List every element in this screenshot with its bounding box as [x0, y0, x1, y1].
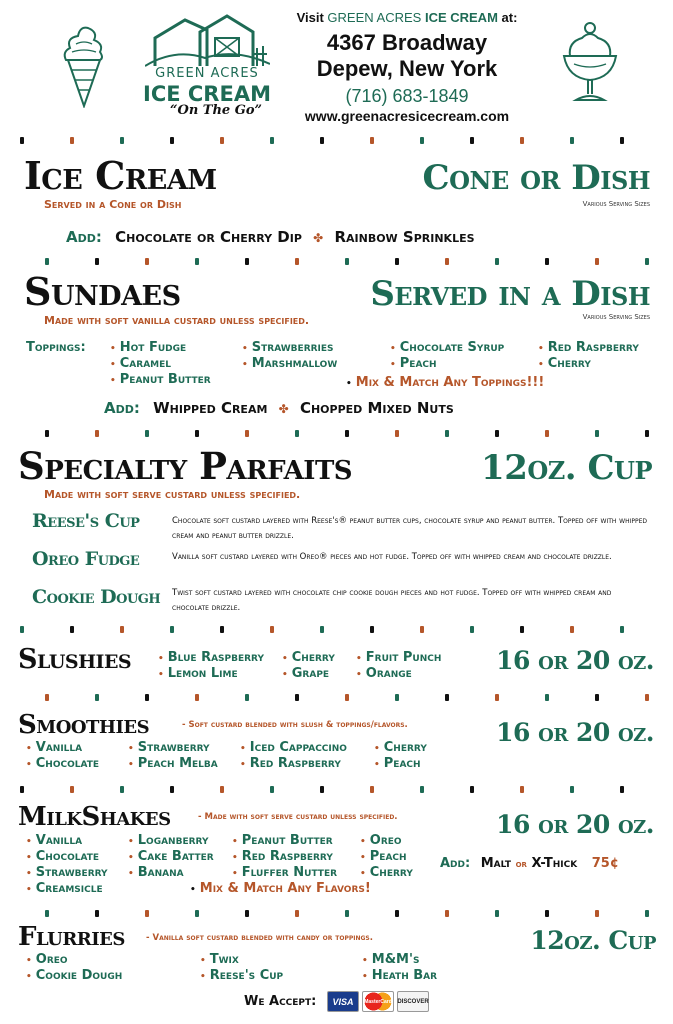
milkshakes-add-row: [440, 856, 619, 871]
smoothie-flavor: • Strawberry: [128, 740, 210, 755]
visit-suffix: at:: [501, 10, 518, 25]
visit-brand1: GREEN ACRES: [327, 10, 422, 25]
ice-cream-cone-icon: [58, 22, 110, 108]
dot-divider: [0, 694, 673, 704]
x-thick-option: X-Thick: [531, 856, 578, 871]
flurry-flavor: • M&M's: [362, 952, 420, 967]
flurries-title: Flurries: [18, 922, 125, 952]
milkshake-flavor: • Loganberry: [128, 833, 209, 848]
flurry-flavor: • Twix: [200, 952, 239, 967]
flurries-subtitle: - Vanilla soft custard blended with candy or toppings.: [146, 933, 373, 943]
milkshake-flavor: • Vanilla: [26, 833, 83, 848]
flurry-flavor: • Oreo: [26, 952, 68, 967]
icecream-add2: Rainbow Sprinkles: [334, 228, 475, 246]
topping-item: • Cherry: [538, 356, 591, 371]
sundaes-right-title: Served in a Dish: [370, 274, 650, 314]
sundaes-add2: Chopped Mixed Nuts: [299, 399, 454, 417]
mastercard-icon: MasterCard: [362, 991, 394, 1012]
milkshakes-subtitle: - Made with soft serve custard unless specified.: [198, 812, 398, 822]
milkshake-flavor: • Peach: [360, 849, 407, 864]
payment-label: We Accept:: [244, 994, 317, 1009]
milkshake-flavor: • Cherry: [360, 865, 413, 880]
parfaits-title: Specialty Parfaits: [18, 444, 353, 488]
slushie-flavor: • Fruit Punch: [356, 650, 442, 665]
milkshakes-mix: • Mix & Match Any Flavors!: [190, 881, 371, 896]
phone-number: (716) 683-1849: [345, 86, 469, 106]
address-line2: Depew, New York: [316, 56, 498, 81]
visit-line: [282, 10, 532, 25]
toppings-label: Toppings:: [26, 340, 86, 355]
milkshake-flavor: • Strawberry: [26, 865, 108, 880]
milkshake-flavor: • Red Raspberry: [232, 849, 333, 864]
address-line1: 4367 Broadway: [326, 30, 488, 55]
diamond-icon: ✤: [278, 402, 289, 416]
slushie-flavor: • Orange: [356, 666, 412, 681]
diamond-icon: ✤: [313, 231, 324, 245]
dot-divider: [0, 910, 673, 920]
logo-line1: GREEN ACRES: [155, 66, 259, 81]
milkshake-flavor: • Banana: [128, 865, 184, 880]
parfait-desc: Vanilla soft custard layered with Oreo® pieces and hot fudge. Topped off with whipped cream and chocolate drizzle.: [172, 552, 612, 562]
visa-card-icon: VISA: [327, 991, 359, 1012]
discover-card-icon: DISCOVER: [397, 991, 429, 1012]
smoothies-size: 16 or 20 oz.: [496, 718, 654, 747]
topping-item: • Marshmallow: [242, 356, 338, 371]
logo-tagline: “On The Go”: [170, 103, 262, 118]
flurry-flavor: • Cookie Dough: [26, 968, 123, 983]
topping-item: • Chocolate Syrup: [390, 340, 505, 355]
topping-item: • Caramel: [110, 356, 172, 371]
icecream-add-row: [66, 228, 475, 246]
smoothie-flavor: • Chocolate: [26, 756, 100, 771]
parfait-name: Reese's Cup: [32, 510, 140, 532]
topping-item: • Red Raspberry: [538, 340, 639, 355]
dot-divider: [0, 430, 673, 440]
slushie-flavor: • Grape: [282, 666, 330, 681]
dot-divider: [0, 786, 673, 796]
topping-item: • Peach: [390, 356, 437, 371]
topping-item: • Peanut Butter: [110, 372, 211, 387]
milkshake-flavor: • Peanut Butter: [232, 833, 333, 848]
sundaes-add1: Whipped Cream: [153, 399, 268, 417]
smoothie-flavor: • Iced Cappaccino: [240, 740, 347, 755]
header: [0, 0, 673, 130]
slushies-title: Slushies: [18, 644, 132, 675]
dot-divider: [0, 258, 673, 268]
or-label: or: [515, 859, 527, 870]
milkshake-flavor: • Fluffer Nutter: [232, 865, 338, 880]
parfaits-right-title: 12oz. Cup: [481, 448, 652, 488]
parfait-name: Cookie Dough: [32, 586, 161, 608]
topping-item: • Strawberries: [242, 340, 334, 355]
parfait-desc: Chocolate soft custard layered with Reese's® peanut butter cups, chocolate syrup and peanut butter. Topped off with whipped cream and peanut butter drizzle.: [172, 516, 647, 541]
milkshakes-size: 16 or 20 oz.: [496, 810, 654, 839]
sundaes-title: Sundaes: [24, 269, 181, 314]
flurry-flavor: • Heath Bar: [362, 968, 438, 983]
smoothies-subtitle: - Soft custard blended with slush & toppings/flavors.: [182, 720, 408, 730]
smoothie-flavor: • Peach Melba: [128, 756, 218, 771]
icecream-add-label: Add:: [66, 228, 102, 246]
smoothie-flavor: • Peach: [374, 756, 421, 771]
milkshake-flavor: • Cake Batter: [128, 849, 214, 864]
smoothie-flavor: • Red Raspberry: [240, 756, 341, 771]
dot-divider: [0, 626, 673, 636]
smoothie-flavor: • Vanilla: [26, 740, 83, 755]
sundaes-add-label: Add:: [104, 399, 140, 417]
smoothies-title: Smoothies: [18, 710, 150, 740]
slushies-size: 16 or 20 oz.: [496, 646, 654, 675]
barn-logo-icon: [145, 8, 270, 70]
milkshakes-title: MilkShakes: [18, 802, 171, 832]
parfait-desc: Twist soft custard layered with chocolate chip cookie dough pieces and hot fudge. Topped off with whipped cream and chocolate drizzle.: [172, 588, 612, 613]
sundaes-mix: • Mix & Match Any Toppings!!!: [346, 375, 545, 390]
slushie-flavor: • Lemon Lime: [158, 666, 238, 681]
flurry-flavor: • Reese's Cup: [200, 968, 284, 983]
sundaes-sizes: Various Serving Sizes: [582, 313, 650, 321]
topping-item: • Hot Fudge: [110, 340, 187, 355]
parfait-name: Oreo Fudge: [32, 548, 140, 570]
add-price: 75¢: [591, 856, 619, 871]
parfaits-subtitle: Made with soft serve custard unless specified.: [44, 488, 301, 501]
flurries-size: 12oz. Cup: [530, 926, 656, 955]
website[interactable]: www.greenacresicecream.com: [304, 108, 510, 124]
smoothie-flavor: • Cherry: [374, 740, 427, 755]
milkshake-flavor: • Oreo: [360, 833, 402, 848]
sundae-dish-icon: [560, 20, 620, 106]
icecream-add1: Chocolate or Cherry Dip: [115, 228, 302, 246]
milkshake-flavor: • Chocolate: [26, 849, 100, 864]
icecream-subtitle: Served in a Cone or Dish: [44, 198, 182, 211]
icecream-title: Ice Cream: [24, 153, 217, 198]
slushie-flavor: • Cherry: [282, 650, 335, 665]
logo-line2: ICE CREAM: [143, 82, 271, 106]
dot-divider: [0, 137, 673, 147]
icecream-right-title: Cone or Dish: [422, 158, 650, 198]
icecream-sizes: Various Serving Sizes: [582, 200, 650, 208]
milkshakes-add-label: Add:: [440, 856, 471, 871]
sundaes-subtitle: Made with soft vanilla custard unless specified.: [44, 314, 310, 327]
visit-brand2: ICE CREAM: [424, 10, 498, 25]
slushie-flavor: • Blue Raspberry: [158, 650, 265, 665]
milkshake-flavor: • Creamsicle: [26, 881, 103, 896]
visit-prefix: Visit: [296, 10, 324, 25]
sundaes-add-row: [104, 399, 454, 417]
malt-option: Malt: [480, 856, 512, 871]
